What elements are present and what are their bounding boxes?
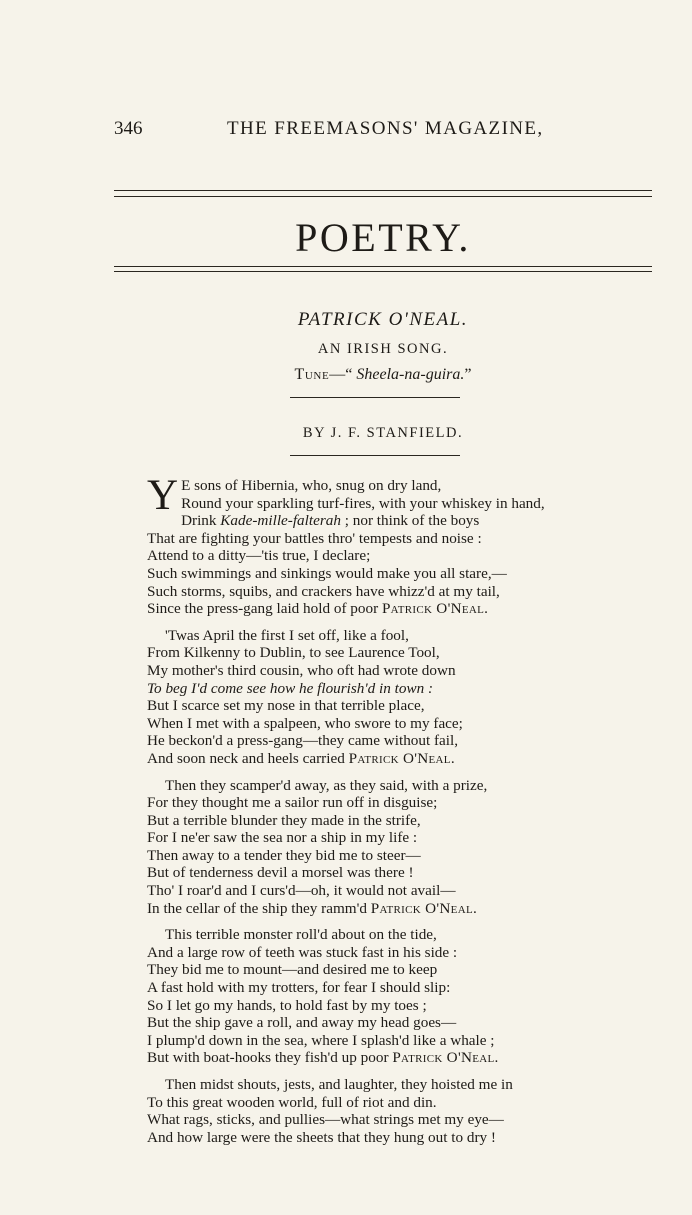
verse-line — [147, 961, 687, 979]
verse-line — [147, 750, 687, 768]
verse-text: Since the press-gang laid hold of poor — [147, 600, 382, 618]
verse-line — [147, 794, 687, 812]
verse-text: Then they scamper'd away, as they said, with a prize, — [165, 776, 488, 794]
stanza-1 — [147, 472, 687, 618]
verse-text: Drink — [181, 512, 221, 530]
verse-line — [147, 997, 687, 1015]
verse-line — [147, 979, 687, 997]
author-rule-top — [290, 397, 460, 398]
verse-line — [147, 944, 687, 962]
verse-line — [147, 864, 687, 882]
verse-line — [147, 1032, 687, 1050]
verse-text: But I scarce set my nose in that terrible place, — [147, 697, 425, 715]
verse-line — [147, 697, 687, 715]
verse-line — [147, 1129, 687, 1147]
verse-line — [147, 644, 687, 662]
name-small-caps: Patrick O'Neal. — [392, 1049, 499, 1067]
verse-text: Then away to a tender they bid me to steer— — [147, 846, 421, 864]
verse-text: And soon neck and heels carried — [147, 749, 349, 767]
verse-line — [147, 680, 687, 698]
verse-line — [147, 565, 687, 583]
verse-line — [147, 847, 687, 865]
stanza-5 — [147, 1076, 687, 1146]
verse-line — [147, 829, 687, 847]
verse-line — [147, 812, 687, 830]
name-small-caps: Patrick O'Neal. — [381, 600, 489, 618]
verse-text: From Kilkenny to Dublin, to see Laurence Tool, — [147, 644, 440, 662]
name-small-caps: Patrick O'Neal. — [348, 749, 455, 767]
verse-text: In the cellar of the ship they ramm'd — [147, 899, 371, 917]
tune-separator: —“ — [329, 366, 357, 383]
verse-text: And a large row of teeth was stuck fast in his side : — [147, 943, 458, 961]
verse-text: Attend to a ditty—'tis true, I declare; — [147, 547, 371, 565]
verse-text: For I ne'er saw the sea nor a ship in my life : — [147, 829, 418, 847]
verse-text: A fast hold with my trotters, for fear I should slip: — [147, 979, 451, 997]
verse-line — [147, 583, 687, 601]
page-number: 346 — [114, 118, 143, 139]
verse-line — [147, 662, 687, 680]
verse-text: He beckon'd a press-gang—they came without fail, — [147, 732, 459, 750]
verse-line — [147, 732, 687, 750]
verse-line — [147, 477, 687, 495]
poem-title: PATRICK O'NEAL. — [297, 309, 469, 330]
section-title: POETRY. — [295, 215, 471, 260]
verse-text: Then midst shouts, jests, and laughter, they hoisted me in — [165, 1076, 513, 1093]
magazine-title: THE FREEMASONS' MAGAZINE, — [227, 118, 544, 139]
verse-text: This terrible monster roll'd about on the tide, — [165, 926, 437, 944]
drop-cap: Y — [147, 472, 179, 519]
verse-line — [147, 530, 687, 548]
verse-line — [147, 882, 687, 900]
verse-line — [147, 1111, 687, 1129]
verse-line — [147, 1076, 687, 1094]
verse-text: Such storms, squibs, and crackers have whizz'd at my tail, — [147, 582, 500, 600]
verse-line — [147, 495, 687, 513]
verse-line — [147, 1094, 687, 1112]
poem-subtitle: AN IRISH SONG. — [317, 341, 449, 357]
verse-line — [147, 926, 687, 944]
verse-text: They bid me to mount—and desired me to keep — [147, 961, 438, 979]
verse-text: To this great wooden world, full of riot and din. — [147, 1093, 437, 1111]
verse-italic: Kade-mille-falterah — [220, 512, 341, 530]
verse-line — [147, 547, 687, 565]
verse-text: ; nor think of the boys — [340, 512, 480, 530]
verse-text: Tho' I roar'd and I curs'd—oh, it would not avail— — [147, 882, 456, 900]
poem-body — [147, 472, 687, 1155]
verse-text: And how large were the sheets that they hung out to dry ! — [147, 1128, 496, 1146]
section-rule-bottom — [114, 271, 652, 272]
verse-line — [147, 1049, 687, 1067]
verse-text: For they thought me a sailor run off in disguise; — [147, 794, 438, 812]
verse-text: But of tenderness devil a morsel was there ! — [147, 864, 414, 882]
verse-line — [147, 1014, 687, 1032]
verse-text: But a terrible blunder they made in the strife, — [147, 811, 421, 829]
tune-name: Sheela-na-guira. — [356, 366, 465, 383]
verse-text: But with boat-hooks they fish'd up poor — [147, 1049, 393, 1067]
running-head — [114, 118, 654, 148]
section-rule-top — [114, 266, 652, 267]
verse-line — [147, 600, 687, 618]
tune-close-quote: ” — [464, 366, 472, 383]
tune-line — [114, 366, 652, 384]
verse-text: I plump'd down in the sea, where I splash'd like a whale ; — [147, 1031, 495, 1049]
name-small-caps: Patrick O'Neal. — [370, 899, 478, 917]
stanza-3 — [147, 777, 687, 918]
verse-text: But the ship gave a roll, and away my head goes— — [147, 1014, 457, 1032]
verse-line — [147, 900, 687, 918]
tune-label: Tune — [294, 366, 330, 383]
stanza-4 — [147, 926, 687, 1067]
verse-line — [147, 777, 687, 795]
header-rule-top — [114, 190, 652, 191]
verse-italic: To beg I'd come see how he flourish'd in town : — [147, 679, 434, 697]
verse-text: Round your sparkling turf-fires, with your whiskey in hand, — [181, 494, 545, 512]
header-rule-bottom — [114, 196, 652, 197]
verse-text: 'Twas April the first I set off, like a fool, — [165, 626, 409, 644]
verse-text: So I let go my hands, to hold fast by my toes ; — [147, 996, 427, 1014]
stanza-2 — [147, 627, 687, 768]
verse-text: My mother's third cousin, who oft had wrote down — [147, 661, 456, 679]
verse-line — [147, 715, 687, 733]
verse-text: Such swimmings and sinkings would make you all stare,— — [147, 564, 507, 582]
verse-line — [147, 512, 687, 530]
author-rule-bottom — [290, 455, 460, 456]
verse-text: What rags, sticks, and pullies—what strings met my eye— — [147, 1111, 504, 1129]
verse-line — [147, 627, 687, 645]
verse-text: That are fighting your battles thro' tempests and noise : — [147, 529, 482, 547]
author-line: BY J. F. STANFIELD. — [302, 425, 464, 441]
verse-text: E sons of Hibernia, who, snug on dry land, — [181, 477, 442, 494]
verse-text: When I met with a spalpeen, who swore to my face; — [147, 714, 463, 732]
